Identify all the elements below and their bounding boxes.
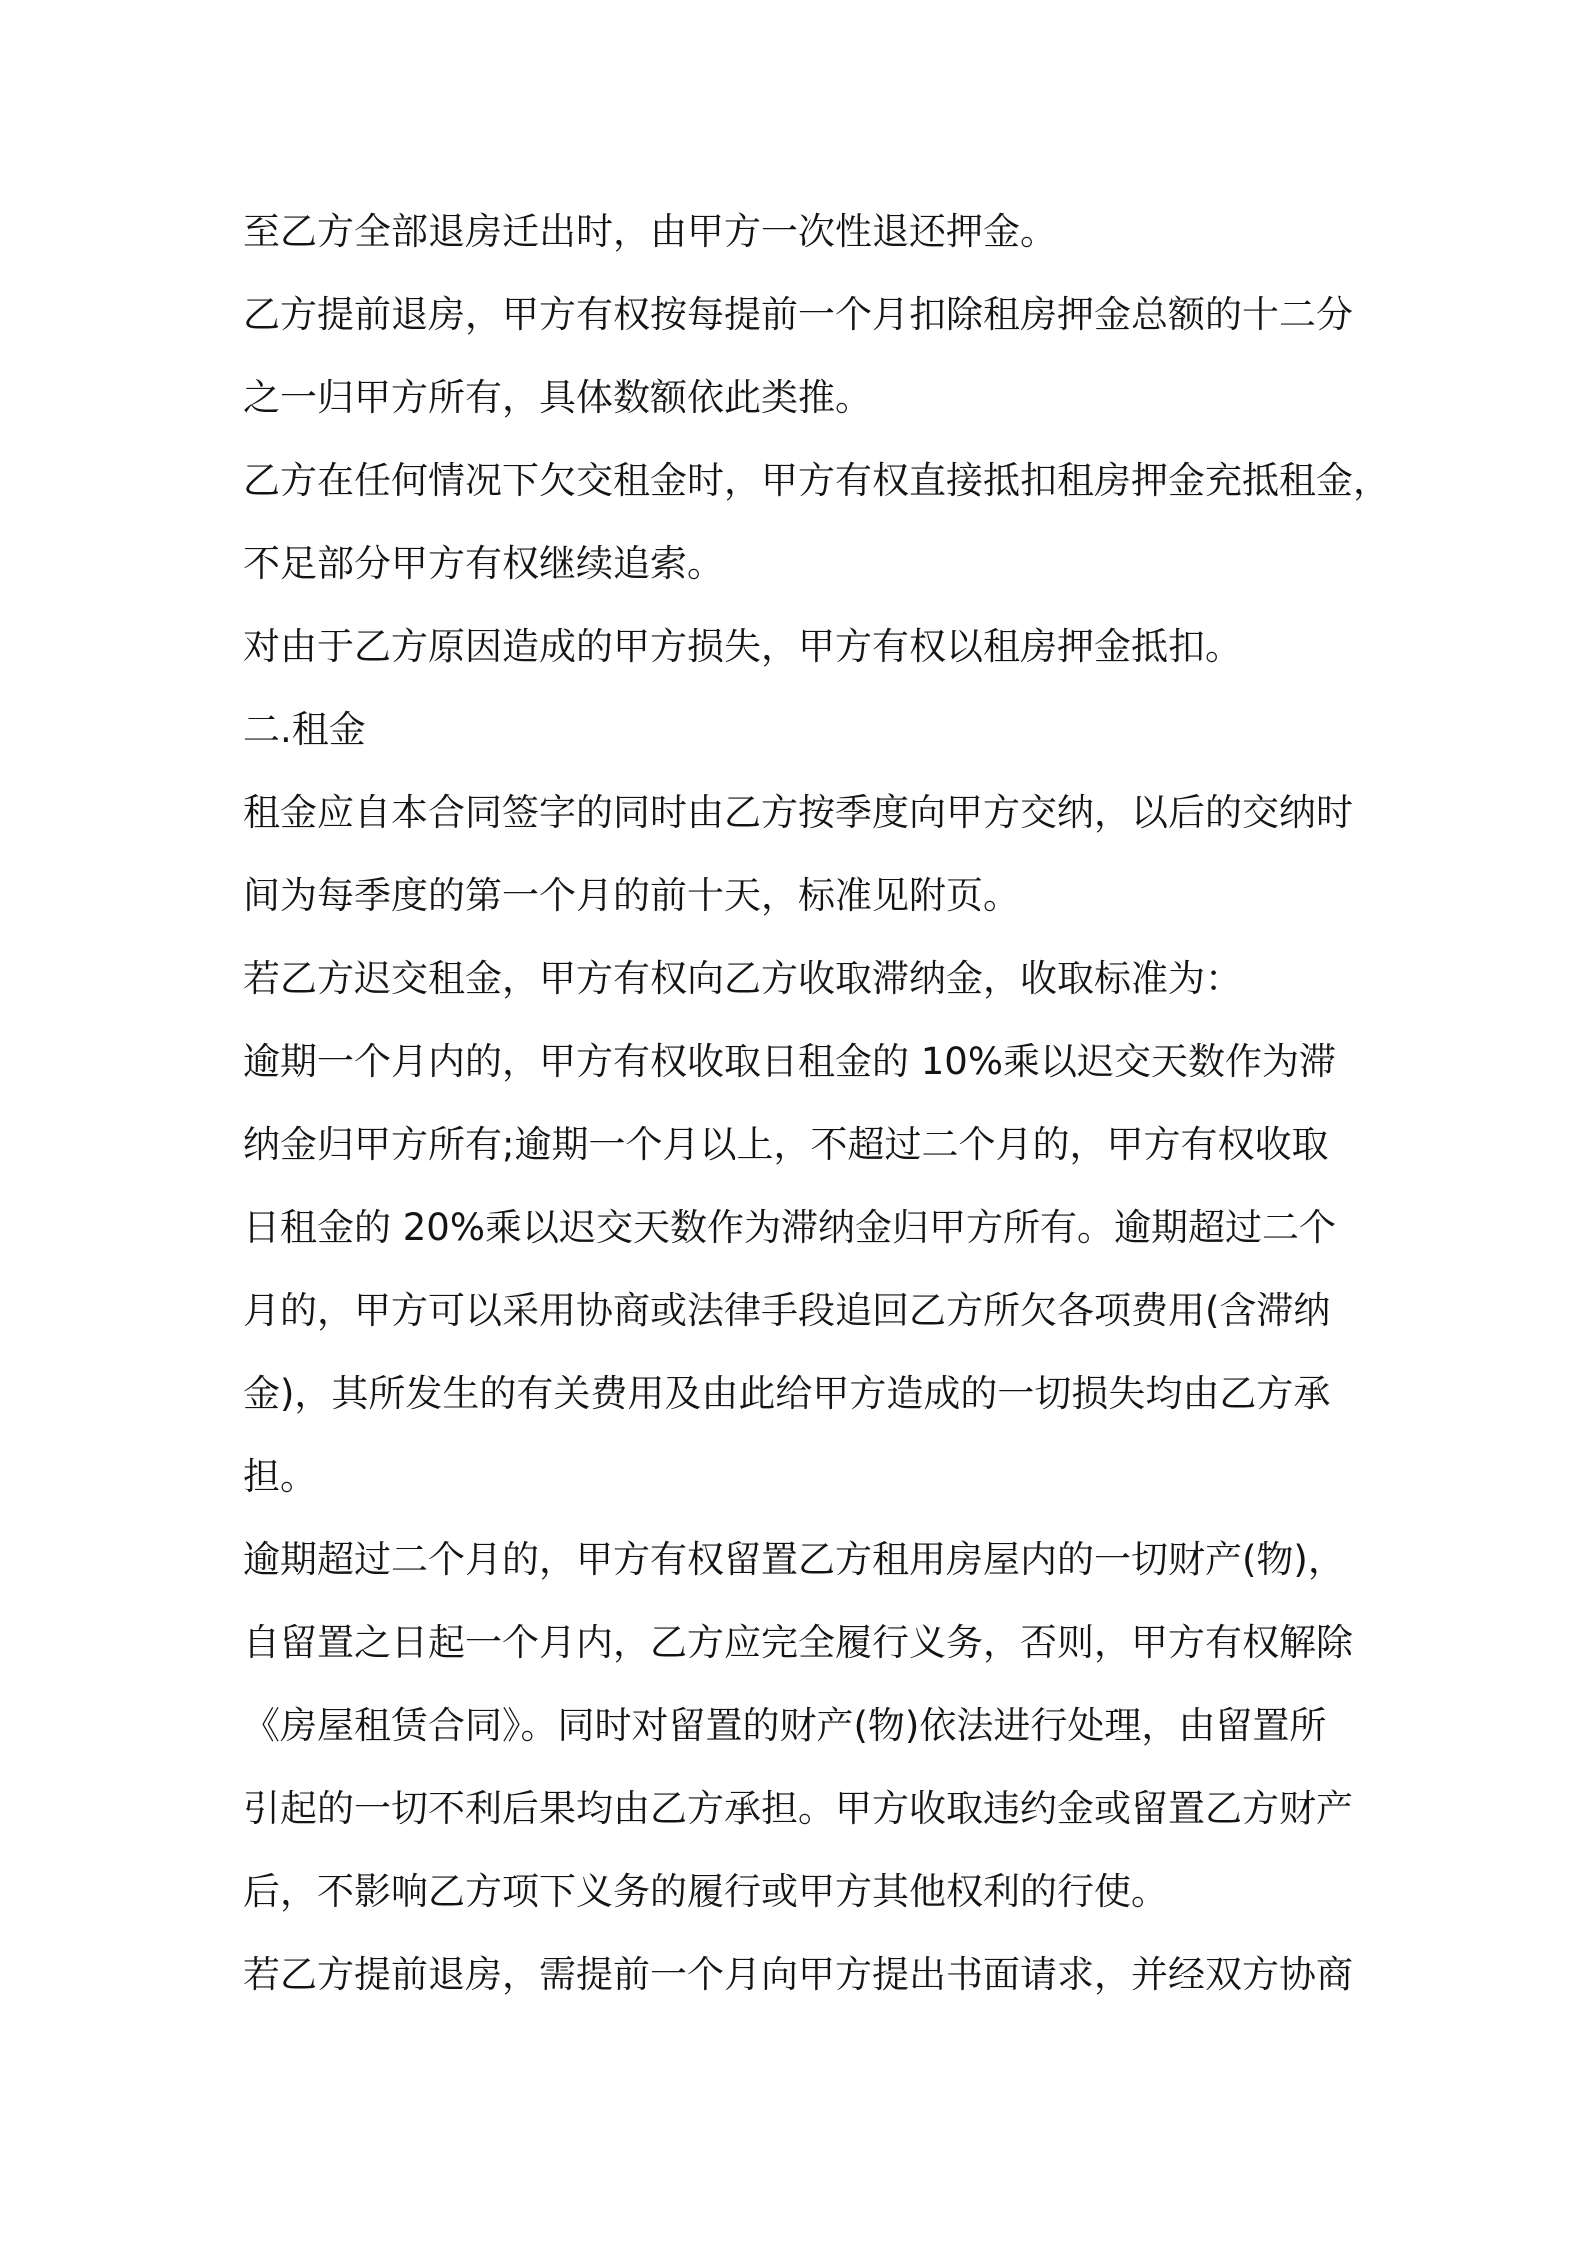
text-line: 租金应自本合同签字的同时由乙方按季度向甲方交纳，以后的交纳时 (243, 791, 1353, 834)
text-line: 担。 (243, 1455, 317, 1498)
text-line: 若乙方提前退房，需提前一个月向甲方提出书面请求，并经双方协商 (243, 1953, 1353, 1996)
text-line: 后，不影响乙方项下义务的履行或甲方其他权利的行使。 (243, 1870, 1168, 1913)
document-body (243, 190, 1390, 2016)
text-line: 若乙方迟交租金，甲方有权向乙方收取滞纳金，收取标准为： (243, 957, 1242, 1000)
text-line: 对由于乙方原因造成的甲方损失，甲方有权以租房押金抵扣。 (243, 625, 1242, 668)
text-line: 自留置之日起一个月内，乙方应完全履行义务，否则，甲方有权解除 (243, 1621, 1353, 1664)
text-line: 不足部分甲方有权继续追索。 (243, 542, 724, 585)
text-line: 之一归甲方所有，具体数额依此类推。 (243, 376, 872, 419)
text-line: 金)，其所发生的有关费用及由此给甲方造成的一切损失均由乙方承 (243, 1372, 1331, 1415)
text-line: 乙方提前退房，甲方有权按每提前一个月扣除租房押金总额的十二分 (243, 293, 1353, 336)
text-line: 乙方在任何情况下欠交租金时，甲方有权直接抵扣租房押金充抵租金， (243, 459, 1390, 502)
text-line: 逾期一个月内的，甲方有权收取日租金的 10%乘以迟交天数作为滞 (243, 1040, 1336, 1083)
text-line: 《房屋租赁合同》。同时对留置的财产(物)依法进行处理，由留置所 (243, 1704, 1327, 1747)
section-heading: 二.租金 (243, 708, 366, 751)
text-line: 月的，甲方可以采用协商或法律手段追回乙方所欠各项费用(含滞纳 (243, 1289, 1331, 1332)
text-line: 逾期超过二个月的，甲方有权留置乙方租用房屋内的一切财产(物)， (243, 1538, 1345, 1581)
text-line: 间为每季度的第一个月的前十天，标准见附页。 (243, 874, 1020, 917)
text-line: 至乙方全部退房迁出时，由甲方一次性退还押金。 (243, 210, 1057, 253)
text-line: 纳金归甲方所有;逾期一个月以上，不超过二个月的，甲方有权收取 (243, 1123, 1329, 1166)
text-line: 引起的一切不利后果均由乙方承担。甲方收取违约金或留置乙方财产 (243, 1787, 1353, 1830)
text-line: 日租金的 20%乘以迟交天数作为滞纳金归甲方所有。逾期超过二个 (243, 1206, 1336, 1249)
